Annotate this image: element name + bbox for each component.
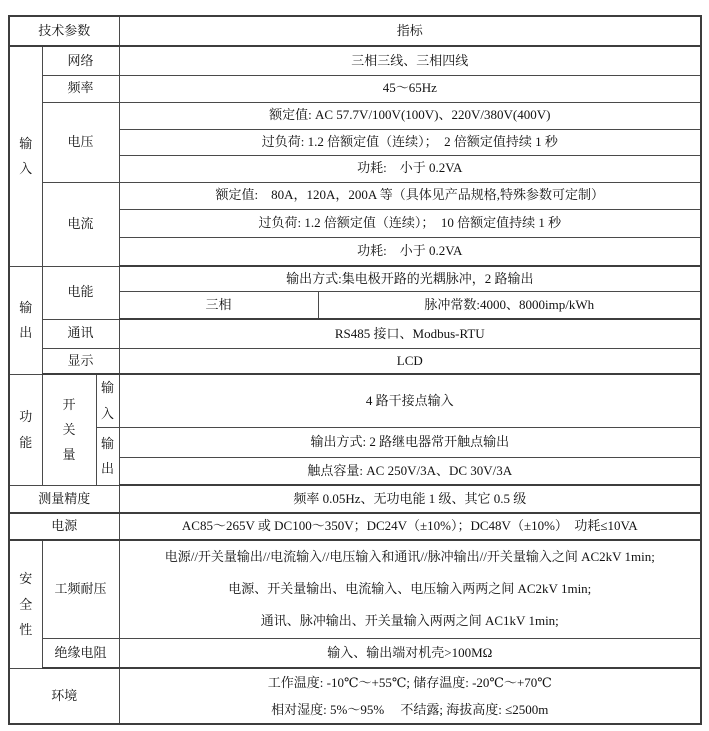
voltage-label-cell: 电压 xyxy=(42,102,119,182)
frequency-row xyxy=(9,75,701,102)
di-label-text: 输入 xyxy=(101,380,115,421)
energy-pulse-cell: 脉冲常数:4000、8000imp/kWh xyxy=(318,291,701,319)
comm-value-cell: RS485 接口、Modbus-RTU xyxy=(119,319,701,348)
voltage-consumption-cell: 功耗: 小于 0.2VA xyxy=(119,155,701,182)
environment-value-cell xyxy=(119,668,701,724)
network-row xyxy=(9,46,701,75)
environment-line-1: 工作温度: -10℃～+55℃; 储存温度: -20℃～+70℃ xyxy=(267,675,552,690)
do-label-cell xyxy=(96,427,119,485)
network-value-cell: 三相三线、三相四线 xyxy=(119,46,701,75)
current-rated-row xyxy=(9,182,701,209)
do-label-text: 输出 xyxy=(101,435,115,476)
frequency-value-cell: 45～65Hz xyxy=(119,75,701,102)
frequency-label-cell: 频率 xyxy=(42,75,119,102)
accuracy-row xyxy=(9,485,701,513)
withstand-value-cell xyxy=(119,540,701,638)
display-label-cell: 显示 xyxy=(42,348,119,374)
withstand-label-cell: 工频耐压 xyxy=(42,540,119,638)
di-value-cell: 4 路干接点输入 xyxy=(119,374,701,427)
switch-label-text: 开关量 xyxy=(62,396,76,463)
energy-mode-row xyxy=(9,266,701,291)
do-mode-row xyxy=(9,427,701,457)
safety-section-label xyxy=(9,540,42,668)
current-consumption-cell: 功耗: 小于 0.2VA xyxy=(119,237,701,266)
accuracy-value-cell: 频率 0.05Hz、无功电能 1 级、其它 0.5 级 xyxy=(119,485,701,513)
environment-line-2: 相对湿度: 5%～95% 不结露; 海拔高度: ≤2500m xyxy=(271,702,549,717)
power-supply-label-cell: 电源 xyxy=(9,513,119,540)
comm-row xyxy=(9,319,701,348)
power-supply-value-cell: AC85～265V 或 DC100～350V；DC24V（±10%）；DC48V（±10%） 功耗≤10VA xyxy=(119,513,701,540)
withstand-line-2: 电源、开关量输出、电流输入、电压输入两两之间 AC2kV 1min; xyxy=(228,581,592,597)
insulation-value-cell: 输入、输出端对机壳>100MΩ xyxy=(119,638,701,668)
header-row xyxy=(9,16,701,46)
output-label-text: 输出 xyxy=(19,299,33,340)
insulation-label-cell: 绝缘电阻 xyxy=(42,638,119,668)
voltage-rated-cell: 额定值: AC 57.7V/100V(100V)、220V/380V(400V) xyxy=(119,102,701,129)
header-index-cell: 指标 xyxy=(119,16,701,46)
withstand-line-1: 电源//开关量输出//电流输入//电压输入和通讯//脉冲输出//开关量输入之间 AC2kV 1min; xyxy=(164,549,655,565)
function-label-text: 功能 xyxy=(19,409,33,450)
environment-label-cell: 环境 xyxy=(9,668,119,724)
power-supply-row xyxy=(9,513,701,540)
withstand-line-3: 通讯、脉冲输出、开关量输入两两之间 AC1kV 1min; xyxy=(260,613,559,629)
spec-table xyxy=(8,15,702,725)
environment-row xyxy=(9,668,701,724)
function-section-label xyxy=(9,374,42,485)
voltage-rated-row xyxy=(9,102,701,129)
input-label-text: 输入 xyxy=(19,135,33,177)
current-label-cell: 电流 xyxy=(42,182,119,266)
withstand-row xyxy=(9,540,701,638)
display-row xyxy=(9,348,701,374)
output-section-label xyxy=(9,266,42,374)
accuracy-label-cell: 测量精度 xyxy=(9,485,119,513)
energy-mode-cell: 输出方式:集电极开路的光耦脉冲，2 路输出 xyxy=(119,266,701,291)
switch-label-cell xyxy=(42,374,96,485)
di-row xyxy=(9,374,701,427)
input-section-label xyxy=(9,46,42,266)
header-param-cell: 技术参数 xyxy=(9,16,119,46)
current-rated-cell: 额定值: 80A，120A，200A 等（具体见产品规格,特殊参数可定制） xyxy=(119,182,701,209)
voltage-overload-cell: 过负荷: 1.2 倍额定值（连续）； 2 倍额定值持续 1 秒 xyxy=(119,129,701,155)
display-value-cell: LCD xyxy=(119,348,701,374)
energy-label-cell: 电能 xyxy=(42,266,119,319)
do-capacity-cell: 触点容量: AC 250V/3A、DC 30V/3A xyxy=(119,457,701,485)
energy-phase-cell: 三相 xyxy=(119,291,318,319)
di-label-cell xyxy=(96,374,119,427)
network-label-cell: 网络 xyxy=(42,46,119,75)
safety-label-text: 安全性 xyxy=(19,571,33,637)
comm-label-cell: 通讯 xyxy=(42,319,119,348)
current-overload-cell: 过负荷: 1.2 倍额定值（连续）； 10 倍额定值持续 1 秒 xyxy=(119,209,701,237)
do-mode-cell: 输出方式: 2 路继电器常开触点输出 xyxy=(119,427,701,457)
insulation-row xyxy=(9,638,701,668)
